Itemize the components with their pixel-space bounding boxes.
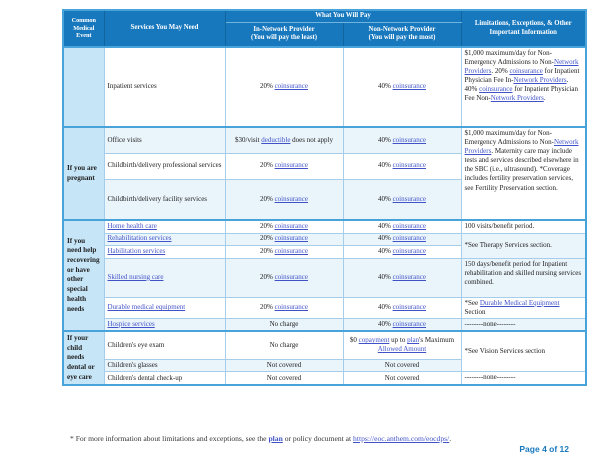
in-network-title: In-Network Provider: [253, 25, 315, 33]
group-cell-pregnant: If you are pregnant: [63, 127, 104, 220]
header-non-network-provider: [343, 22, 461, 47]
text-segment: No charge: [269, 319, 299, 328]
inline-link[interactable]: Network Providers: [490, 94, 544, 103]
header-common-medical-event: Common Medical Event: [63, 10, 104, 47]
limitations-cell: [461, 47, 586, 127]
text-segment: . 40%: [464, 76, 569, 94]
service-cell: [104, 297, 225, 318]
non-network-cell: [343, 258, 461, 297]
inline-link[interactable]: coinsurance: [274, 82, 309, 91]
text-segment: 40%: [377, 222, 393, 231]
text-segment: 20%: [259, 161, 275, 170]
inline-link[interactable]: Rehabilitation services: [107, 234, 172, 243]
text-segment: Not covered: [384, 360, 420, 369]
in-network-cell: [225, 331, 343, 359]
table-header-row: [63, 10, 586, 22]
table-row: [63, 220, 586, 233]
limitations-cell: [461, 297, 586, 318]
text-segment: Children's dental check-up: [107, 373, 183, 382]
limitations-cell: [461, 318, 586, 331]
inline-link[interactable]: coinsurance: [274, 222, 309, 231]
text-segment: 40%: [377, 303, 393, 312]
text-segment: 40%: [377, 272, 393, 281]
text-segment: 40%: [377, 194, 393, 203]
inline-link[interactable]: coinsurance: [392, 272, 427, 281]
text-segment: 20%: [259, 246, 275, 255]
header-in-network-provider: [225, 22, 343, 47]
service-cell: [104, 372, 225, 386]
limitations-cell: [461, 372, 586, 386]
table-row: [63, 318, 586, 331]
in-network-cell: [225, 179, 343, 220]
text-segment: *See: [464, 298, 480, 307]
inline-link[interactable]: Network Providers: [513, 76, 567, 85]
inline-link[interactable]: Habilitation services: [107, 246, 166, 255]
text-segment: 20%: [259, 303, 275, 312]
non-network-cell: [343, 220, 461, 233]
text-segment: Inpatient services: [107, 82, 157, 91]
inline-link[interactable]: Network Providers: [464, 58, 579, 76]
text-segment: 40%: [377, 234, 393, 243]
limitations-cell: [461, 233, 586, 258]
text-segment: Childbirth/delivery facility services: [107, 194, 208, 203]
inline-link[interactable]: Network Providers: [464, 138, 579, 156]
in-network-cell: [225, 258, 343, 297]
inline-link[interactable]: coinsurance: [274, 161, 309, 170]
non-network-title: Non-Network Provider: [368, 25, 436, 33]
non-network-cell: [343, 233, 461, 245]
header-what-you-will-pay: What You Will Pay: [225, 10, 461, 22]
text-segment: 20%: [259, 234, 275, 243]
table-row: [63, 127, 586, 153]
inline-link[interactable]: coinsurance: [274, 246, 309, 255]
text-segment: Children's eye exam: [107, 340, 165, 349]
service-cell: [104, 245, 225, 258]
in-network-cell: [225, 245, 343, 258]
text-segment: Section: [464, 307, 486, 316]
inline-link[interactable]: coinsurance: [392, 246, 427, 255]
service-cell: [104, 318, 225, 331]
in-network-cell: [225, 153, 343, 179]
inline-link[interactable]: Allowed Amount: [377, 345, 427, 354]
table-row: [63, 47, 586, 127]
limitations-cell: [461, 258, 586, 297]
text-segment: Childbirth/delivery professional services: [107, 161, 222, 170]
text-segment: 40%: [377, 161, 393, 170]
limitations-cell: [461, 127, 586, 220]
text-segment: 20%: [259, 194, 275, 203]
text-segment: does not apply: [290, 135, 333, 144]
inline-link[interactable]: coinsurance: [392, 319, 427, 328]
inline-link[interactable]: coinsurance: [392, 161, 427, 170]
non-network-subtitle: (You will pay the most): [368, 34, 436, 42]
text-segment: Not covered: [384, 373, 420, 382]
text-segment: for Inpatient Physician Fee In-: [464, 67, 580, 85]
inline-link[interactable]: Skilled nursing care: [107, 272, 164, 281]
inline-link[interactable]: coinsurance: [479, 85, 513, 94]
benefits-table: [62, 9, 587, 386]
in-network-cell: [225, 372, 343, 386]
table-row: [63, 297, 586, 318]
inline-link[interactable]: coinsurance: [392, 303, 427, 312]
text-segment: * For more information about limitations and exceptions, see the: [70, 434, 269, 443]
text-segment: . 20%: [491, 67, 510, 76]
text-segment: $0: [349, 336, 359, 345]
text-segment: 20%: [259, 222, 275, 231]
text-segment: *See Therapy Services section.: [464, 240, 552, 249]
inline-link[interactable]: copayment: [358, 336, 390, 345]
inline-link[interactable]: Hospice services: [107, 319, 155, 328]
header-limitations-exceptions: Limitations, Exceptions, & Other Important Information: [461, 10, 586, 47]
service-cell: [104, 127, 225, 153]
inline-link[interactable]: coinsurance: [392, 82, 427, 91]
text-segment: --------none--------: [464, 373, 516, 382]
inline-link[interactable]: coinsurance: [274, 234, 309, 243]
text-segment: or policy document at: [282, 434, 354, 443]
text-segment: . Maternity care may include tests and services described elsewhere in the SBC (i.e., ultrasound). *Coverage includes fertility preservation services, see Fertility Preservation section.: [464, 147, 579, 192]
text-segment: 40%: [377, 319, 393, 328]
non-network-cell: [343, 372, 461, 386]
text-segment: Not covered: [266, 373, 302, 382]
text-segment: 's Maximum: [419, 336, 455, 345]
inline-link[interactable]: coinsurance: [392, 194, 427, 203]
non-network-cell: [343, 359, 461, 372]
header-services-you-may-need: Services You May Need: [104, 10, 225, 47]
footnote: [70, 434, 550, 443]
non-network-cell: [343, 245, 461, 258]
text-segment: up to: [389, 336, 408, 345]
table-row: [63, 258, 586, 297]
text-segment: 20%: [259, 272, 275, 281]
table-row: [63, 372, 586, 386]
inline-link[interactable]: Home health care: [107, 222, 157, 231]
inline-link[interactable]: coinsurance: [392, 234, 427, 243]
text-segment: 40%: [377, 82, 393, 91]
text-segment: Office visits: [107, 135, 142, 144]
text-segment: .: [449, 434, 452, 443]
text-segment: 150 days/benefit period for Inpatient rehabilitation and skilled nursing services combined.: [464, 259, 582, 286]
inline-link[interactable]: plan: [268, 434, 283, 443]
text-segment: $1,000 maximum/day for Non-Emergency Admissions to Non-: [464, 49, 555, 67]
non-network-cell: [343, 179, 461, 220]
limitations-cell: [461, 331, 586, 372]
text-segment: $1,000 maximum/day for Non-Emergency Admissions to Non-: [464, 129, 555, 147]
text-segment: Children's glasses: [107, 360, 158, 369]
service-cell: [104, 258, 225, 297]
in-network-cell: [225, 233, 343, 245]
table-row: [63, 331, 586, 359]
limitations-cell: [461, 220, 586, 233]
non-network-cell: [343, 297, 461, 318]
text-segment: 40%: [377, 246, 393, 255]
service-cell: [104, 331, 225, 359]
text-segment: 100 visits/benefit period.: [464, 222, 535, 230]
service-cell: [104, 359, 225, 372]
group-cell-child-dental-eye: If your child needs dental or eye care: [63, 331, 104, 386]
in-network-cell: [225, 220, 343, 233]
inline-link[interactable]: coinsurance: [274, 272, 309, 281]
inline-link[interactable]: coinsurance: [392, 135, 427, 144]
non-network-cell: [343, 318, 461, 331]
inline-link[interactable]: Durable Medical Equipment: [479, 298, 560, 307]
text-segment: .: [543, 94, 546, 103]
non-network-cell: [343, 153, 461, 179]
in-network-cell: [225, 318, 343, 331]
inline-link[interactable]: coinsurance: [509, 67, 543, 76]
text-segment: 20%: [259, 82, 275, 91]
text-segment: Not covered: [266, 360, 302, 369]
text-segment: for Inpatient Physician Fee Non-: [464, 85, 579, 103]
text-segment: $30/visit: [235, 135, 262, 144]
page-number: Page 4 of 12: [519, 444, 569, 454]
in-network-cell: [225, 359, 343, 372]
text-segment: *See Vision Services section: [464, 346, 546, 355]
service-cell: [104, 47, 225, 127]
inline-link[interactable]: Durable medical equipment: [107, 303, 186, 312]
service-cell: [104, 179, 225, 220]
table-row: [63, 233, 586, 245]
non-network-cell: [343, 127, 461, 153]
inline-link[interactable]: https://eoc.anthem.com/eocdps/: [353, 434, 450, 443]
service-cell: [104, 153, 225, 179]
inline-link[interactable]: coinsurance: [274, 303, 309, 312]
non-network-cell: [343, 47, 461, 127]
in-network-cell: [225, 47, 343, 127]
service-cell: [104, 220, 225, 233]
inline-link[interactable]: plan: [407, 336, 420, 345]
non-network-cell: [343, 331, 461, 359]
in-network-cell: [225, 127, 343, 153]
group-cell-special-health-needs: If you need help recovering or have other special health needs: [63, 220, 104, 331]
in-network-cell: [225, 297, 343, 318]
group-cell-empty: [63, 47, 104, 127]
service-cell: [104, 233, 225, 245]
text-segment: No charge: [269, 340, 299, 349]
inline-link[interactable]: coinsurance: [274, 194, 309, 203]
inline-link[interactable]: deductible: [261, 135, 291, 144]
text-segment: --------none--------: [464, 319, 516, 328]
in-network-subtitle: (You will pay the least): [250, 34, 318, 42]
text-segment: 40%: [377, 135, 393, 144]
inline-link[interactable]: coinsurance: [392, 222, 427, 231]
